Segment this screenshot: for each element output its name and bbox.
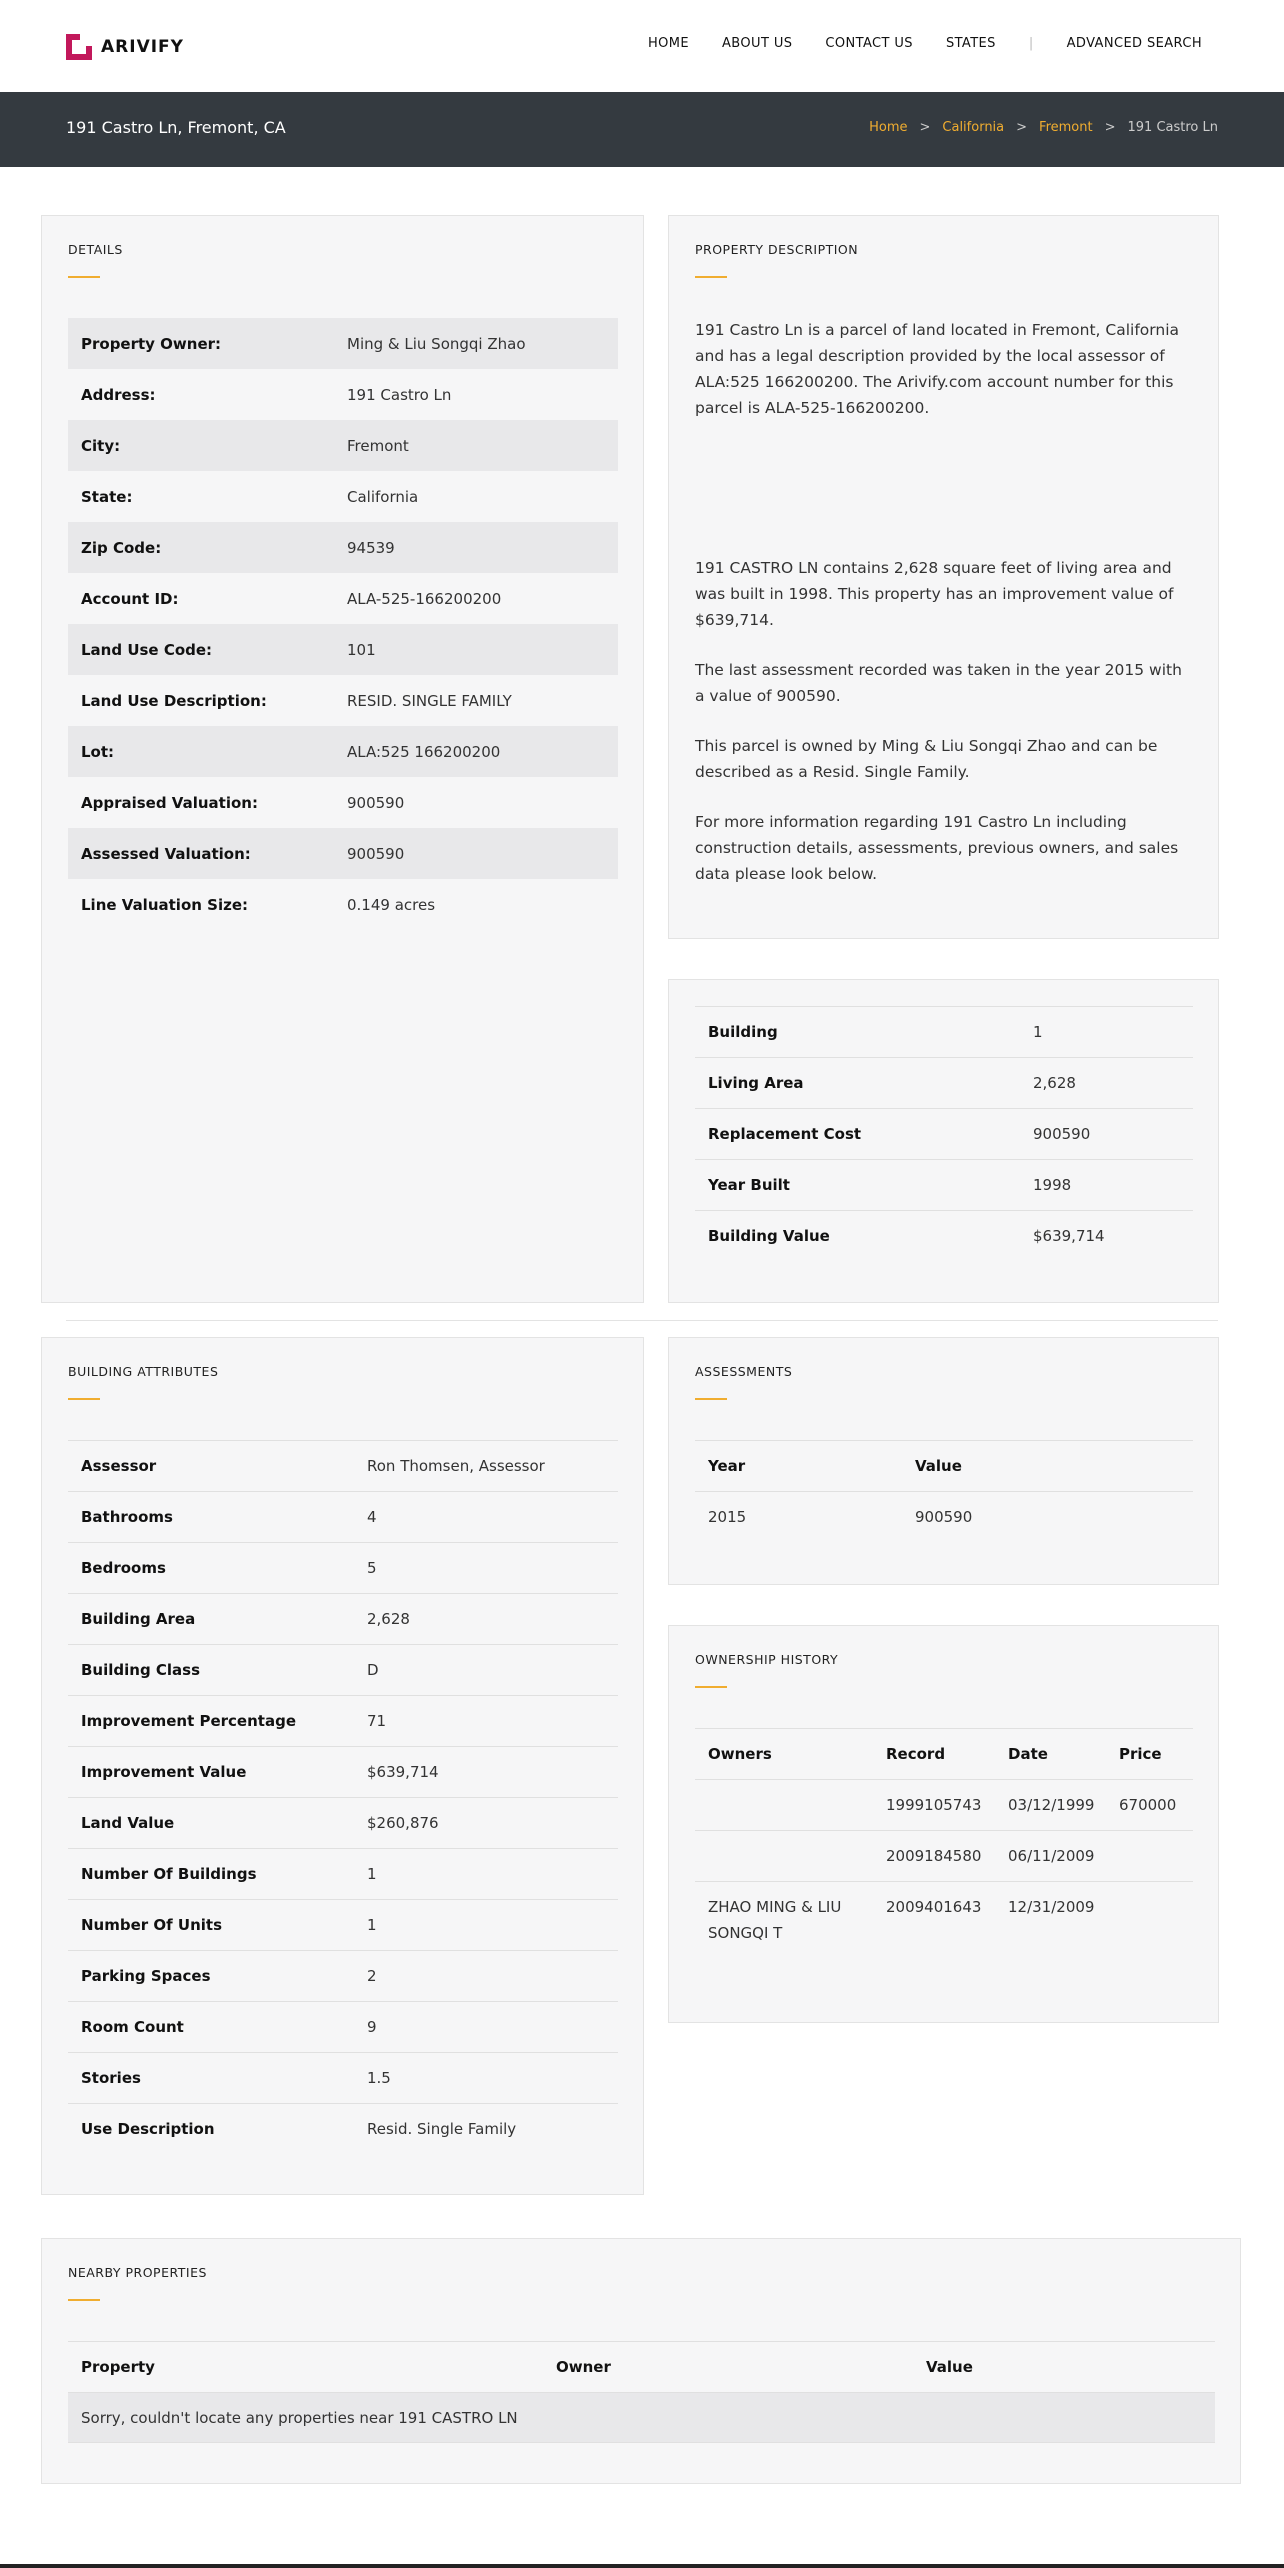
- assessments-title-accent: [695, 1398, 727, 1400]
- footer-bar: [0, 2564, 1284, 2568]
- details-row: [68, 624, 618, 675]
- nav-separator: |: [1028, 36, 1034, 51]
- details-row-label: Address:: [81, 385, 156, 404]
- assessments-title: ASSESSMENTS: [695, 1364, 793, 1379]
- ownership-header-owners: Owners: [708, 1745, 772, 1763]
- details-row-value: Fremont: [347, 436, 409, 455]
- details-row-value: 900590: [347, 844, 405, 863]
- breadcrumb-separator: >: [919, 120, 931, 135]
- main-nav: [615, 36, 1202, 51]
- breadcrumb-separator: >: [1104, 120, 1116, 135]
- details-row: [68, 879, 618, 930]
- table-row: [695, 1881, 1193, 1942]
- description-paragraph: For more information regarding 191 Castro Ln including construction details, assessments, previous owners, and sales data please look below.: [695, 813, 1179, 883]
- details-panel: [41, 215, 644, 1303]
- logo-icon: [66, 34, 92, 60]
- attribute-row-label: Bathrooms: [81, 1508, 173, 1526]
- attribute-row-value: Ron Thomsen, Assessor: [367, 1457, 545, 1475]
- ownership-price: 670000: [1119, 1796, 1177, 1814]
- description-paragraph: 191 CASTRO LN contains 2,628 square feet of living area and was built in 1998. This property has an improvement value of $639,714.: [695, 559, 1174, 629]
- attribute-row-value: 2: [367, 1967, 377, 1985]
- details-row-label: City:: [81, 436, 121, 455]
- attribute-row-label: Improvement Percentage: [81, 1712, 296, 1730]
- attribute-row-value: $260,876: [367, 1814, 439, 1832]
- attribute-row: [68, 1848, 618, 1899]
- ownership-title-accent: [695, 1686, 727, 1688]
- nav-states[interactable]: STATES: [945, 36, 996, 51]
- attribute-row-label: Improvement Value: [81, 1763, 247, 1781]
- attribute-row: [68, 2052, 618, 2103]
- ownership-header-row: [695, 1728, 1193, 1779]
- details-row: [68, 675, 618, 726]
- nearby-header-property: Property: [81, 2358, 155, 2376]
- ownership-header-price: Price: [1119, 1745, 1162, 1763]
- nearby-title: NEARBY PROPERTIES: [68, 2265, 207, 2280]
- details-row: [68, 369, 618, 420]
- building-summary-row-label: Living Area: [708, 1074, 804, 1092]
- attribute-row: [68, 1542, 618, 1593]
- details-row-label: Appraised Valuation:: [81, 793, 258, 812]
- ownership-record: 1999105743: [886, 1796, 982, 1814]
- attribute-row-value: 1.5: [367, 2069, 391, 2087]
- attribute-row-label: Use Description: [81, 2120, 215, 2138]
- details-row-value: 191 Castro Ln: [347, 385, 452, 404]
- building-summary-row-value: 1: [1033, 1023, 1043, 1041]
- attribute-row-label: Parking Spaces: [81, 1967, 211, 1985]
- attribute-row: [68, 1797, 618, 1848]
- details-row: [68, 471, 618, 522]
- assessments-header-value: Value: [915, 1457, 962, 1475]
- page-banner: [0, 92, 1284, 167]
- breadcrumb-city[interactable]: Fremont: [1039, 120, 1093, 135]
- details-row-label: Lot:: [81, 742, 115, 761]
- nearby-properties-panel: [41, 2238, 1241, 2484]
- building-summary-row-label: Replacement Cost: [708, 1125, 862, 1143]
- nav-about[interactable]: ABOUT US: [722, 36, 793, 51]
- details-row-value: RESID. SINGLE FAMILY: [347, 691, 512, 710]
- details-row-label: Zip Code:: [81, 538, 162, 557]
- assessments-header-row: [695, 1440, 1193, 1491]
- building-summary-row-value: 2,628: [1033, 1074, 1076, 1092]
- attribute-row: [68, 2001, 618, 2052]
- attribute-row-label: Building Area: [81, 1610, 196, 1628]
- details-row-label: Land Use Code:: [81, 640, 213, 659]
- attribute-row-value: 1: [367, 1916, 377, 1934]
- details-title-accent: [68, 276, 100, 278]
- details-row: [68, 777, 618, 828]
- details-row-value: 94539: [347, 538, 395, 557]
- nav-contact[interactable]: CONTACT US: [825, 36, 913, 51]
- attribute-row-value: $639,714: [367, 1763, 439, 1781]
- building-attributes-panel: [41, 1337, 644, 2195]
- description-paragraph: 191 Castro Ln is a parcel of land located in Fremont, California and has a legal description provided by the local assessor of ALA:525 166200200. The Arivify.com account number for this parcel is ALA-525-166200200.: [695, 321, 1180, 417]
- assessment-value: 900590: [915, 1508, 973, 1526]
- details-row: [68, 318, 618, 369]
- details-title: DETAILS: [68, 242, 123, 257]
- nearby-header-owner: Owner: [556, 2358, 611, 2376]
- attribute-row: [68, 1440, 618, 1491]
- building-attributes-accent: [68, 1398, 100, 1400]
- building-summary-row-value: $639,714: [1033, 1227, 1105, 1245]
- description-paragraph: The last assessment recorded was taken in the year 2015 with a value of 900590.: [695, 661, 1182, 705]
- ownership-date: 06/11/2009: [1008, 1847, 1095, 1865]
- description-paragraph: This parcel is owned by Ming & Liu Songqi Zhao and can be described as a Resid. Single Family.: [695, 737, 1158, 781]
- nearby-empty-row: [68, 2392, 1215, 2443]
- table-row: [695, 1779, 1193, 1830]
- ownership-header-date: Date: [1008, 1745, 1048, 1763]
- details-row-value: ALA-525-166200200: [347, 589, 502, 608]
- ownership-date: 12/31/2009: [1008, 1898, 1095, 1916]
- ownership-header-record: Record: [886, 1745, 946, 1763]
- details-row-value: 0.149 acres: [347, 895, 436, 914]
- building-summary-row-label: Year Built: [708, 1176, 790, 1194]
- nav-advanced-search[interactable]: ADVANCED SEARCH: [1066, 36, 1202, 51]
- ownership-date: 03/12/1999: [1008, 1796, 1095, 1814]
- building-summary-row: [695, 1006, 1193, 1057]
- attribute-row-value: Resid. Single Family: [367, 2120, 517, 2138]
- assessments-header-year: Year: [708, 1457, 746, 1475]
- breadcrumb-separator: >: [1016, 120, 1028, 135]
- attribute-row-label: Building Class: [81, 1661, 201, 1679]
- breadcrumb: [869, 120, 1218, 135]
- breadcrumb-home[interactable]: Home: [869, 120, 908, 135]
- attribute-row: [68, 1593, 618, 1644]
- building-summary-row: [695, 1108, 1193, 1159]
- building-attributes-title: BUILDING ATTRIBUTES: [68, 1364, 219, 1379]
- table-row: [695, 1830, 1193, 1881]
- breadcrumb-current: 191 Castro Ln: [1127, 120, 1218, 135]
- attribute-row-label: Room Count: [81, 2018, 184, 2036]
- attribute-row-label: Number Of Units: [81, 1916, 222, 1934]
- nearby-empty-message: Sorry, couldn't locate any properties near 191 CASTRO LN: [81, 2408, 518, 2427]
- nearby-title-accent: [68, 2299, 100, 2301]
- brand-name: ARIVIFY: [101, 37, 184, 57]
- section-divider: [66, 1320, 1218, 1321]
- ownership-record: 2009401643: [886, 1898, 982, 1916]
- details-row: [68, 420, 618, 471]
- description-title-accent: [695, 276, 727, 278]
- building-summary-panel: [668, 979, 1219, 1303]
- details-row-label: State:: [81, 487, 133, 506]
- details-row-label: Account ID:: [81, 589, 179, 608]
- details-row: [68, 726, 618, 777]
- attribute-row-label: Assessor: [81, 1457, 157, 1475]
- assessments-panel: [668, 1337, 1219, 1585]
- attribute-row-value: D: [367, 1661, 379, 1679]
- breadcrumb-state[interactable]: California: [942, 120, 1005, 135]
- nearby-header-value: Value: [926, 2358, 973, 2376]
- attribute-row-label: Stories: [81, 2069, 141, 2087]
- building-summary-row: [695, 1210, 1193, 1261]
- building-summary-row-value: 1998: [1033, 1176, 1072, 1194]
- attribute-row: [68, 1644, 618, 1695]
- details-row-value: ALA:525 166200200: [347, 742, 501, 761]
- building-summary-row: [695, 1057, 1193, 1108]
- top-navbar: [0, 0, 1284, 92]
- building-summary-row-label: Building Value: [708, 1227, 830, 1245]
- building-summary-row-label: Building: [708, 1023, 778, 1041]
- ownership-title: OWNERSHIP HISTORY: [695, 1652, 839, 1667]
- table-row: [695, 1491, 1193, 1542]
- brand-logo[interactable]: [66, 34, 184, 60]
- building-summary-row-value: 900590: [1033, 1125, 1091, 1143]
- attribute-row: [68, 1950, 618, 2001]
- attribute-row-label: Land Value: [81, 1814, 175, 1832]
- attribute-row-value: 4: [367, 1508, 377, 1526]
- attribute-row-value: 1: [367, 1865, 377, 1883]
- attribute-row: [68, 1746, 618, 1797]
- attribute-row: [68, 1491, 618, 1542]
- description-title: PROPERTY DESCRIPTION: [695, 242, 859, 257]
- building-summary-row: [695, 1159, 1193, 1210]
- details-row-label: Land Use Description:: [81, 691, 267, 710]
- details-row-value: California: [347, 487, 419, 506]
- attribute-row: [68, 1899, 618, 1950]
- nav-home[interactable]: HOME: [647, 36, 690, 51]
- details-row: [68, 522, 618, 573]
- property-description-panel: [668, 215, 1219, 939]
- attribute-row-label: Number Of Buildings: [81, 1865, 257, 1883]
- details-row-value: Ming & Liu Songqi Zhao: [347, 334, 526, 353]
- page-title: 191 Castro Ln, Fremont, CA: [66, 118, 286, 137]
- attribute-row-value: 2,628: [367, 1610, 410, 1628]
- ownership-owners: ZHAO MING & LIU SONGQI T: [708, 1898, 842, 1942]
- details-row-value: 101: [347, 640, 376, 659]
- assessment-year: 2015: [708, 1508, 747, 1526]
- details-row-label: Property Owner:: [81, 334, 222, 353]
- attribute-row-label: Bedrooms: [81, 1559, 166, 1577]
- attribute-row-value: 9: [367, 2018, 377, 2036]
- ownership-record: 2009184580: [886, 1847, 982, 1865]
- attribute-row: [68, 1695, 618, 1746]
- details-row-label: Assessed Valuation:: [81, 844, 251, 863]
- attribute-row: [68, 2103, 618, 2154]
- nearby-header-row: [68, 2341, 1215, 2392]
- attribute-row-value: 71: [367, 1712, 387, 1730]
- details-row: [68, 828, 618, 879]
- attribute-row-value: 5: [367, 1559, 377, 1577]
- details-row-label: Line Valuation Size:: [81, 895, 248, 914]
- details-row: [68, 573, 618, 624]
- ownership-history-panel: [668, 1625, 1219, 2023]
- details-row-value: 900590: [347, 793, 405, 812]
